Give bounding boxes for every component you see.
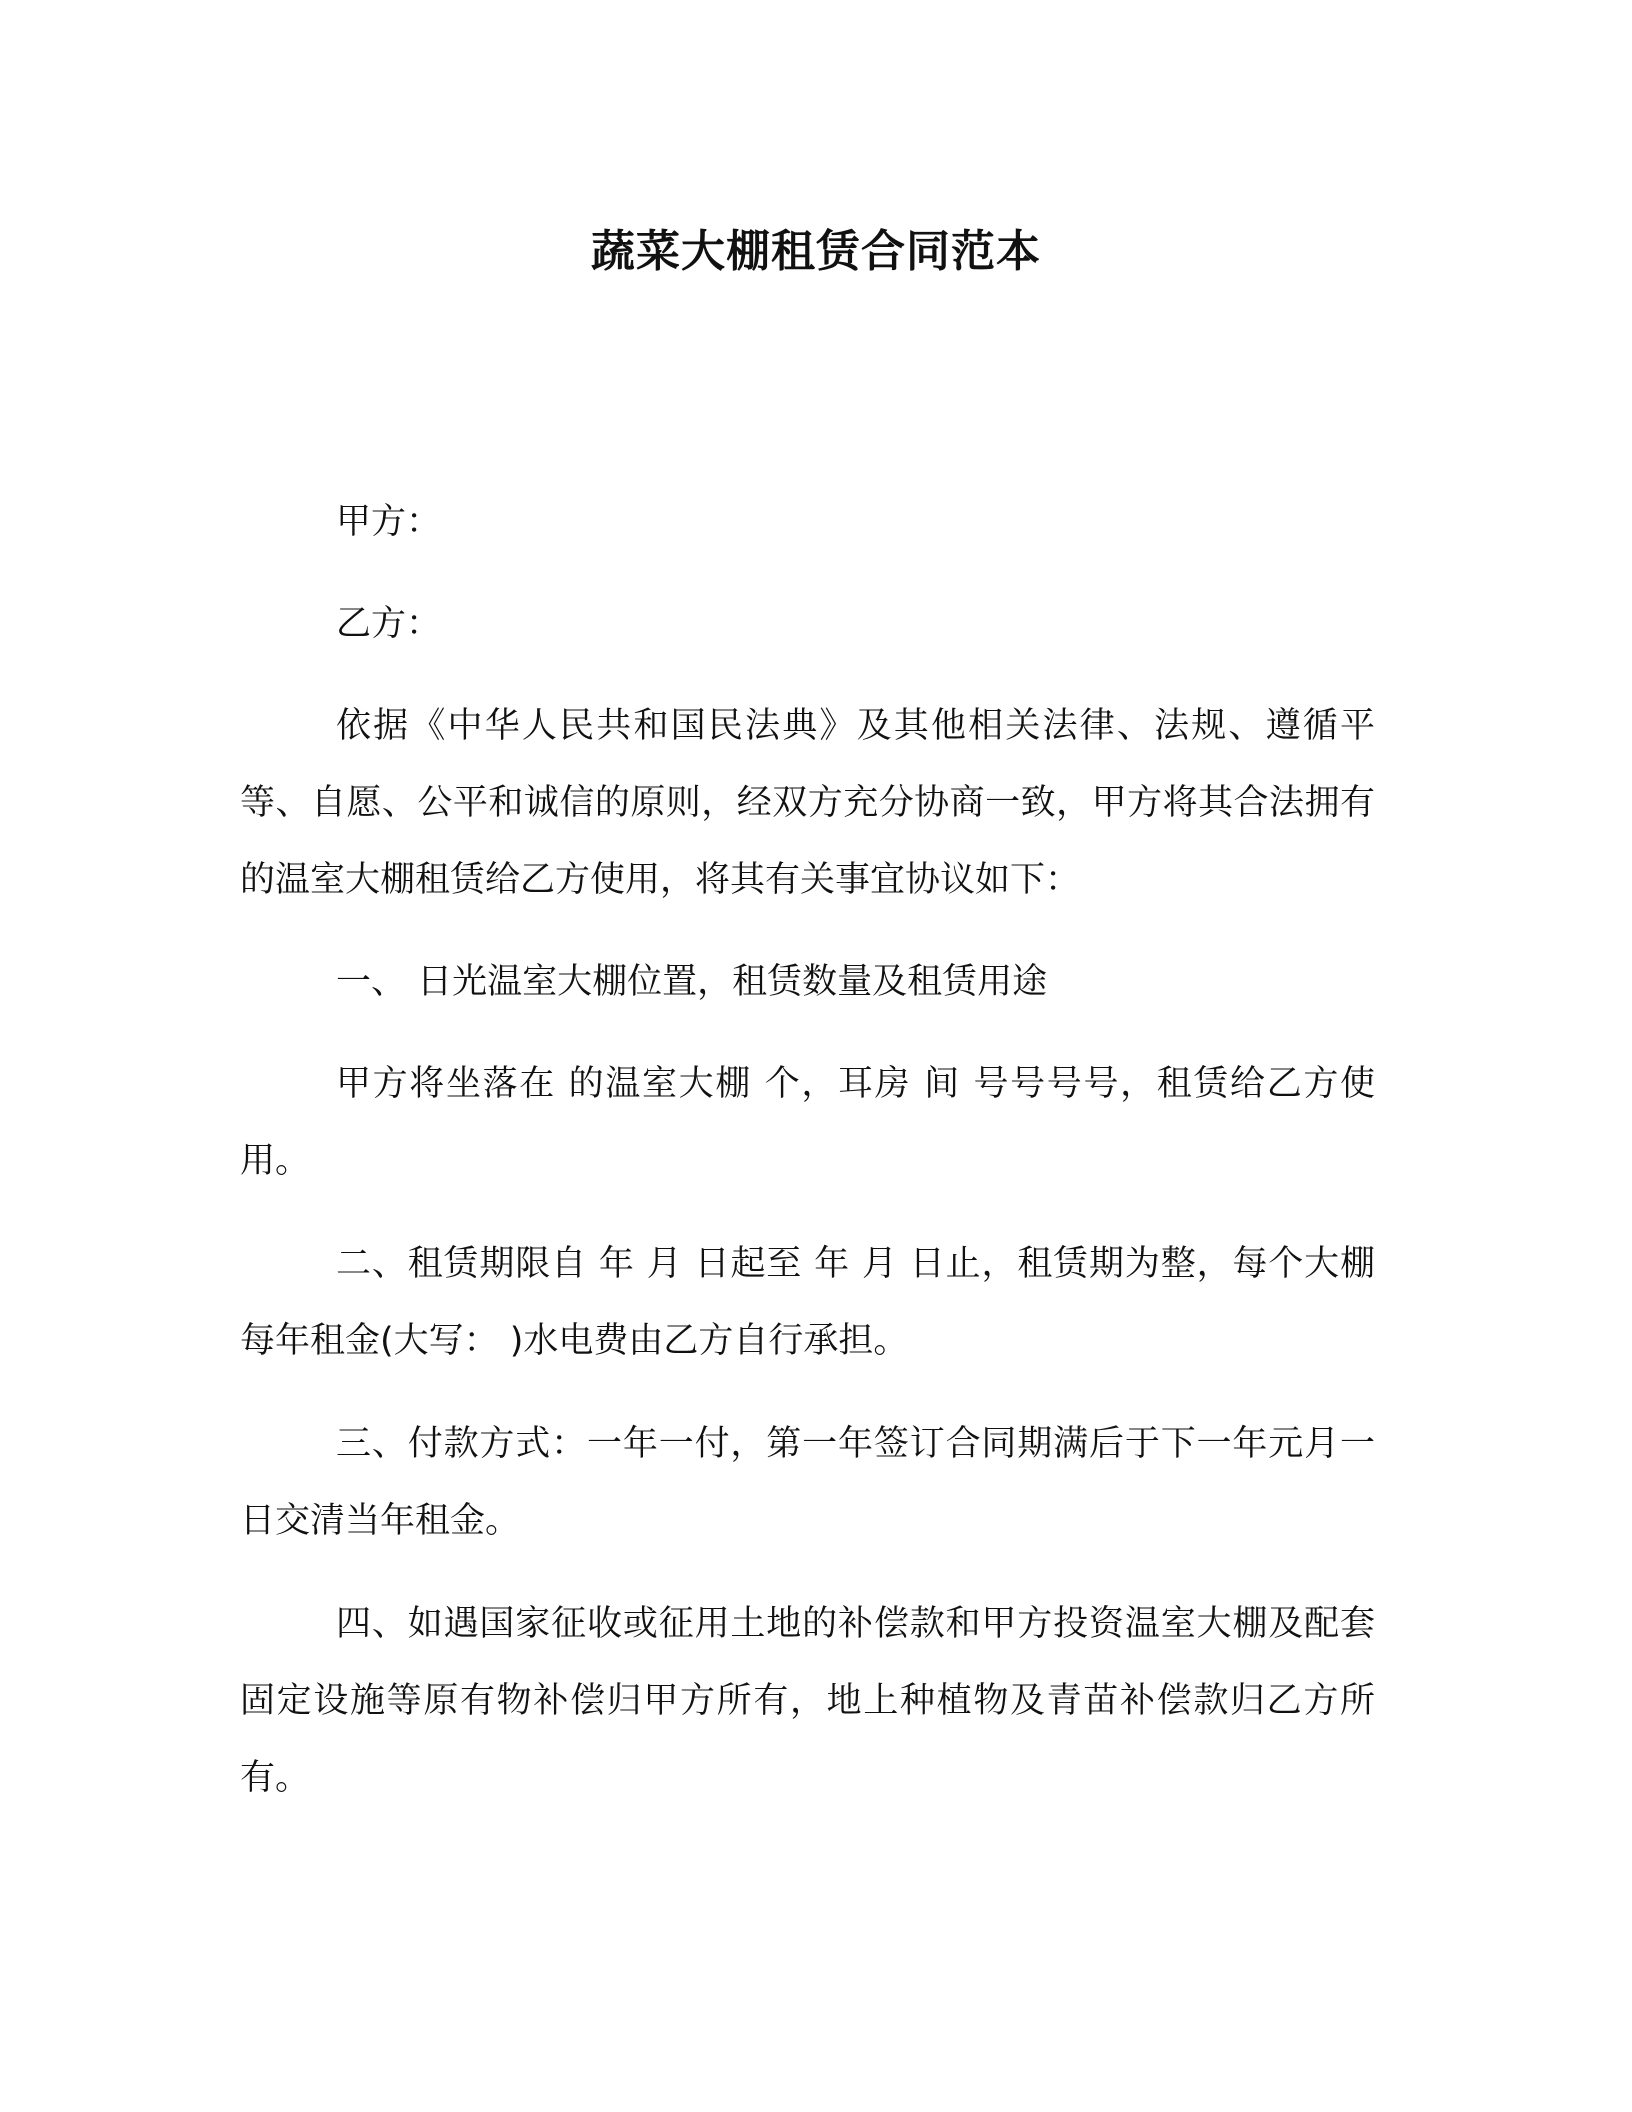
section-2-paragraph: 二、租赁期限自 年 月 日起至 年 月 日止，租赁期为整，每个大棚每年租金(大写： )水电费由乙方自行承担。 <box>240 1244 1375 1361</box>
party-a-label: 甲方： <box>336 502 442 542</box>
section-1-paragraph: 甲方将坐落在 的温室大棚 个，耳房 间 号号号号，租赁给乙方使用。 <box>240 1064 1375 1181</box>
section-3-paragraph: 三、付款方式：一年一付，第一年签订合同期满后于下一年元月一日交清当年租金。 <box>240 1424 1375 1541</box>
section-1-heading: 一、 日光温室大棚位置，租赁数量及租赁用途 <box>336 962 1048 1002</box>
preamble-paragraph: 依据《中华人民共和国民法典》及其他相关法律、法规、遵循平等、自愿、公平和诚信的原则，经双方充分协商一致，甲方将其合法拥有的温室大棚租赁给乙方使用，将其有关事宜协议如下： <box>240 706 1375 900</box>
party-b-label: 乙方： <box>336 604 442 644</box>
section-4-paragraph: 四、如遇国家征收或征用土地的补偿款和甲方投资温室大棚及配套固定设施等原有物补偿归甲方所有，地上种植物及青苗补偿款归乙方所有。 <box>240 1604 1375 1798</box>
document-title: 蔬菜大棚租赁合同范本 <box>591 226 1041 277</box>
